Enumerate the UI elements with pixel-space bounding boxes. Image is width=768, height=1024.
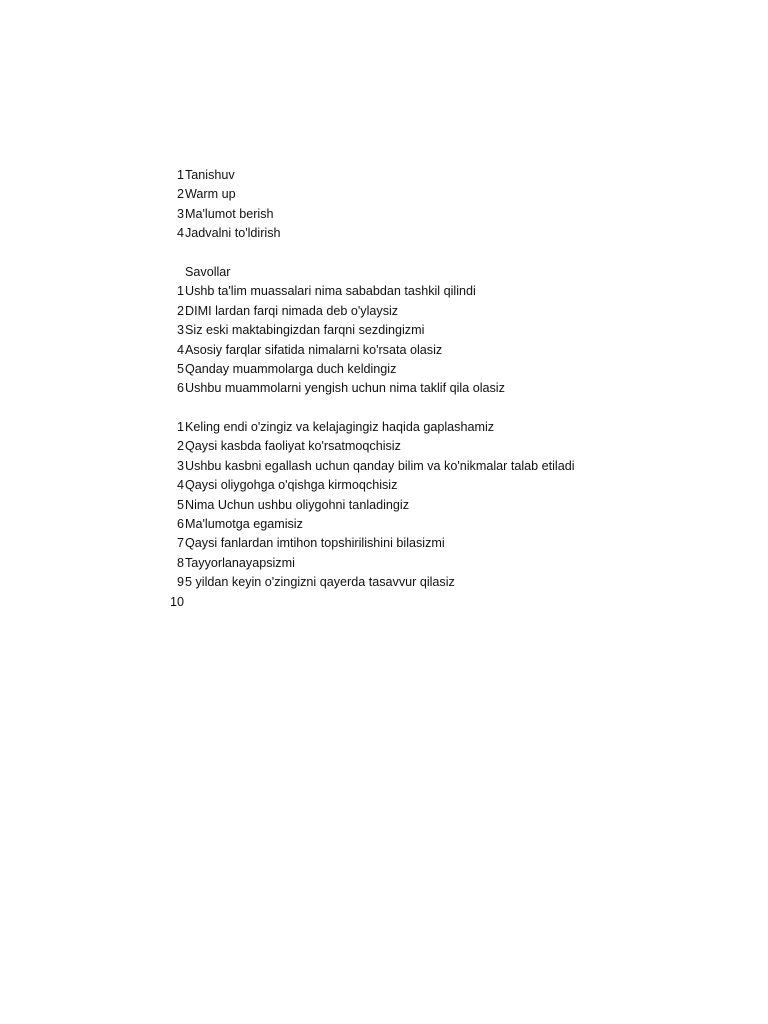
- item-text: Ma'lumotga egamisiz: [185, 516, 303, 531]
- list-item: [0, 593, 768, 612]
- item-text: Tanishuv: [185, 168, 235, 182]
- item-number: 1: [176, 420, 184, 434]
- item-number: 6: [176, 516, 184, 531]
- item-number: 1: [176, 168, 184, 182]
- questions-section: [0, 263, 768, 399]
- list-item: [0, 341, 768, 360]
- item-number: 4: [176, 226, 184, 241]
- list-item: [0, 515, 768, 534]
- list-item: [0, 554, 768, 573]
- list-item: [0, 457, 768, 476]
- item-text: Keling endi o'zingiz va kelajagingiz haqida gaplashamiz: [185, 420, 495, 434]
- item-text: Qaysi fanlardan imtihon topshirilishini bilasizmi: [185, 536, 445, 551]
- item-text: Qaysi oliygohga o'qishga kirmoqchisiz: [185, 478, 398, 493]
- item-number: 3: [176, 206, 184, 221]
- questions-heading: Savollar: [185, 265, 231, 279]
- item-text: Qaysi kasbda faoliyat ko'rsatmoqchisiz: [185, 439, 401, 454]
- list-item: [0, 437, 768, 456]
- item-text: Siz eski maktabingizdan farqni sezdingizmi: [185, 323, 425, 338]
- list-item: [0, 534, 768, 553]
- item-number: 2: [176, 303, 184, 318]
- item-text: 5 yildan keyin o'zingizni qayerda tasavvur qilasiz: [185, 575, 455, 590]
- agenda-list: [0, 166, 768, 244]
- list-item: [0, 224, 768, 243]
- item-number: 3: [176, 323, 184, 338]
- list-item: [0, 166, 768, 185]
- item-text: Qanday muammolarga duch keldingiz: [185, 361, 397, 376]
- item-number: 3: [176, 458, 184, 473]
- list-item: [0, 476, 768, 495]
- item-number: 5: [176, 497, 184, 512]
- item-number: 2: [176, 187, 184, 202]
- item-number: 10: [169, 594, 184, 609]
- item-text: Ushb ta'lim muassalari nima sababdan tashkil qilindi: [185, 284, 476, 299]
- item-number: 2: [176, 439, 184, 454]
- list-item: [0, 418, 768, 437]
- list-item: [0, 302, 768, 321]
- item-number: 4: [176, 342, 184, 357]
- list-item: [0, 496, 768, 515]
- list-item: [0, 360, 768, 379]
- list-item: [0, 321, 768, 340]
- item-text: Asosiy farqlar sifatida nimalarni ko'rsata olasiz: [185, 342, 443, 357]
- section-heading: [0, 263, 768, 282]
- list-item: [0, 282, 768, 301]
- item-text: Ushbu kasbni egallash uchun qanday bilim va ko'nikmalar talab etiladi: [185, 458, 575, 473]
- item-text: Tayyorlanayapsizmi: [185, 555, 295, 570]
- item-number: 6: [176, 381, 184, 396]
- item-text: Warm up: [185, 187, 236, 202]
- item-number: 8: [176, 555, 184, 570]
- item-text: Ushbu muammolarni yengish uchun nima taklif qila olasiz: [185, 381, 505, 396]
- list-item: [0, 185, 768, 204]
- item-text: Nima Uchun ushbu oliygohni tanladingiz: [185, 497, 410, 512]
- item-number: 1: [176, 284, 184, 299]
- item-text: Ma'lumot berish: [185, 206, 274, 221]
- item-text: DIMI lardan farqi nimada deb o'ylaysiz: [185, 303, 399, 318]
- list-item: [0, 573, 768, 592]
- item-number: 4: [176, 478, 184, 493]
- list-item: [0, 379, 768, 398]
- item-text: Jadvalni to'ldirish: [185, 226, 281, 241]
- list-item: [0, 205, 768, 224]
- future-questions-list: [0, 418, 768, 612]
- item-number: 7: [176, 536, 184, 551]
- item-number: 5: [176, 361, 184, 376]
- item-number: 9: [176, 575, 184, 590]
